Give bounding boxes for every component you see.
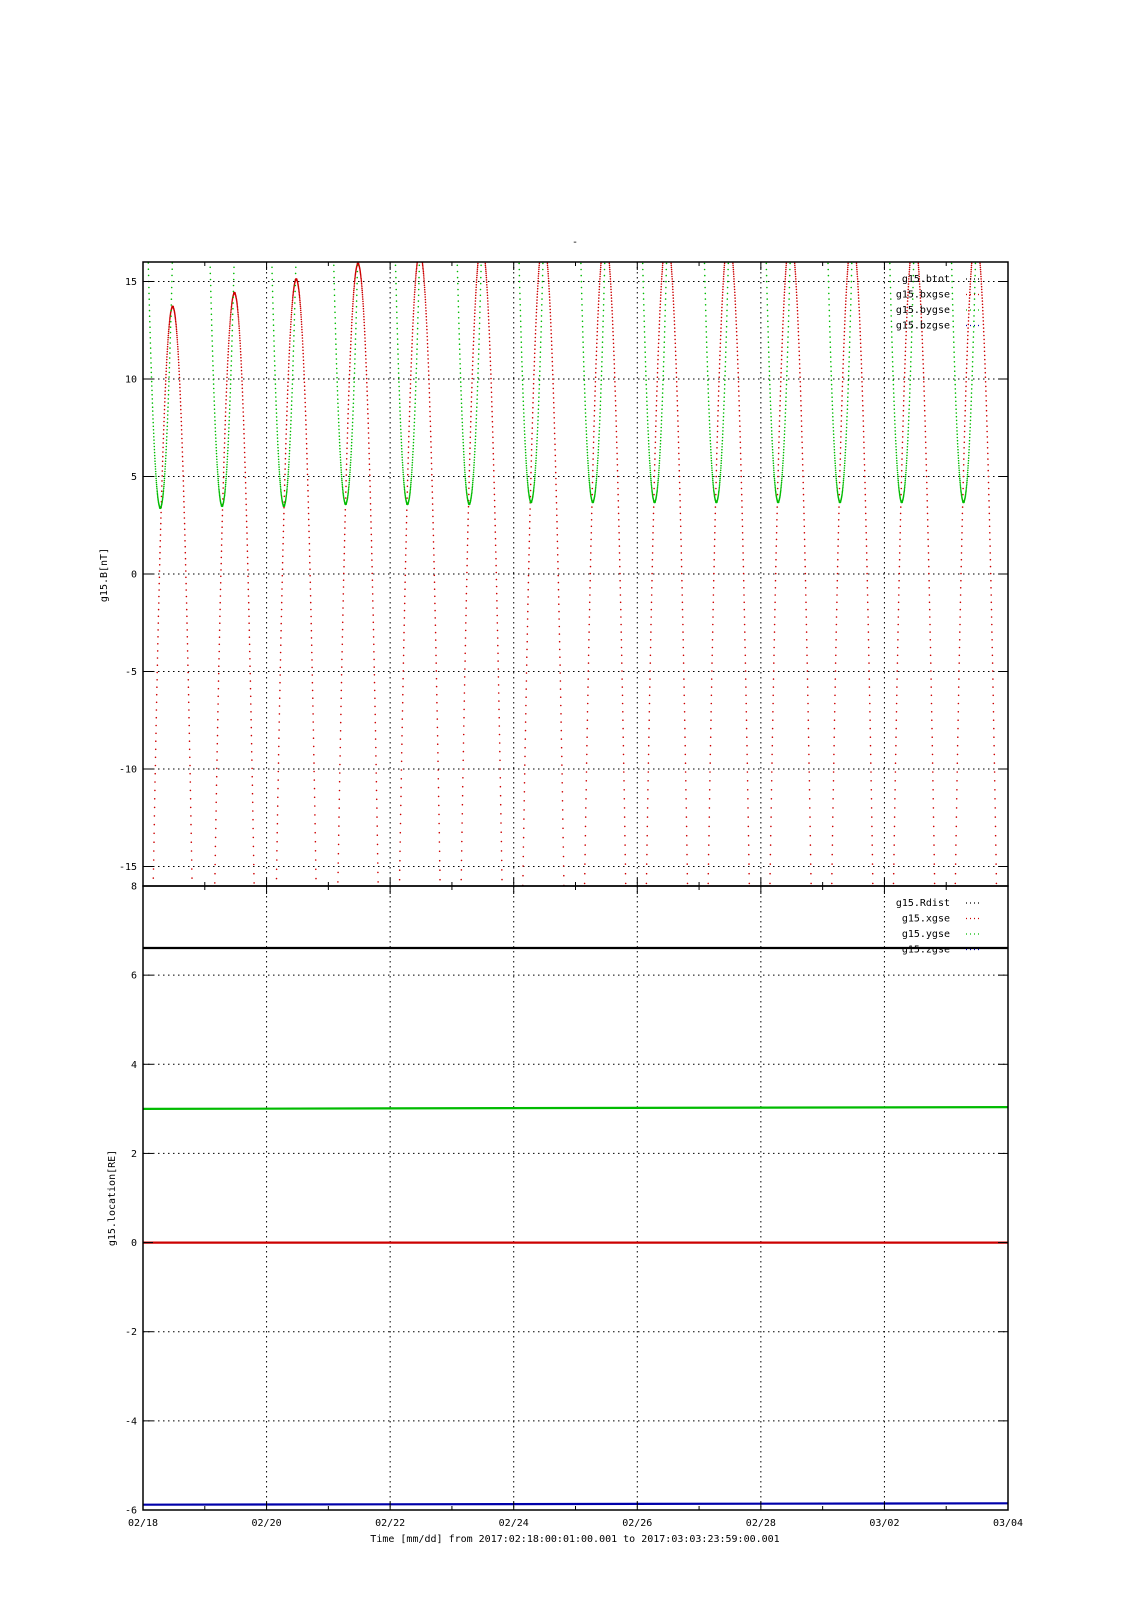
bottom-ytick-label: 0 <box>130 1238 137 1250</box>
bottom-legend <box>896 898 980 956</box>
top-ylabel: g15.B[nT] <box>99 547 110 603</box>
figure-title: - <box>571 237 579 248</box>
top-ytick-label: -15 <box>118 862 137 873</box>
bottom-legend-label: g15.xgse <box>901 913 950 925</box>
bottom-legend-label: g15.zgse <box>901 944 950 956</box>
x-tick-label: 03/04 <box>992 1518 1024 1529</box>
top-ytick-label: -5 <box>124 667 137 678</box>
top-ytick-label: 15 <box>124 277 137 288</box>
bygse-minimum-point <box>777 500 780 503</box>
top-legend-label: g15.bzgse <box>895 320 950 332</box>
x-tick-label: 02/28 <box>745 1518 776 1529</box>
series-zgse <box>143 1503 1008 1504</box>
bottom-legend-label: g15.ygse <box>901 929 950 940</box>
top-grid <box>143 262 1008 886</box>
x-tick-label: 02/20 <box>251 1518 282 1529</box>
bygse-minimum-point <box>530 500 533 503</box>
bygse-minimum-point <box>282 504 285 507</box>
x-tick-label: 03/02 <box>869 1518 900 1529</box>
bottom-ytick-label: -4 <box>124 1416 137 1428</box>
bygse-minimum-point <box>839 500 842 503</box>
bottom-ytick-label: 6 <box>130 970 137 982</box>
bxgse-peak-point <box>233 292 236 295</box>
top-legend-label: g15.bxgse <box>895 289 950 301</box>
bxgse-peak-point <box>357 263 360 266</box>
bottom-ticks <box>125 882 1008 1517</box>
panel-location <box>107 882 1008 1517</box>
bxgse-peak-point <box>295 278 298 281</box>
x-tick-label: 02/18 <box>127 1518 159 1529</box>
bottom-ytick-label: -2 <box>124 1327 137 1339</box>
series-ygse <box>143 1107 1008 1109</box>
top-legend <box>896 274 980 332</box>
bygse-minimum-point <box>591 500 594 503</box>
bygse-minimum-point <box>715 500 718 503</box>
x-tick-labels <box>128 1518 1023 1529</box>
bottom-ytick-label: 4 <box>130 1059 137 1071</box>
panel-magnetic-field <box>99 0 1008 1351</box>
bxgse-peak-point <box>171 305 174 308</box>
bygse-minimum-point <box>962 500 965 503</box>
bottom-plot-frame <box>143 886 1008 1510</box>
top-ytick-label: 10 <box>124 374 137 386</box>
bygse-minimum-point <box>468 502 471 505</box>
bygse-minimum-point <box>653 500 656 503</box>
series-bygse <box>143 0 984 508</box>
top-ytick-label: 5 <box>130 472 137 483</box>
top-series <box>143 0 1003 1351</box>
top-legend-label: g15.bygse <box>895 305 950 316</box>
x-axis-label: Time [mm/dd] from 2017:02:18:00:01:00.001 to 2017:03:03:23:59:00.001 <box>370 1534 780 1545</box>
bygse-minimum-point <box>344 502 347 505</box>
top-ytick-label: -10 <box>118 764 137 776</box>
bottom-ytick-label: 2 <box>130 1148 137 1160</box>
bottom-grid <box>143 886 1008 1510</box>
series-bxgse <box>147 237 1003 1351</box>
bottom-legend-label: g15.Rdist <box>895 898 950 909</box>
bygse-minimum-point <box>900 500 903 503</box>
bottom-ytick-label: -6 <box>124 1505 137 1517</box>
bygse-minimum-point <box>221 504 224 507</box>
bygse-minimum-point <box>406 502 409 505</box>
bottom-ytick-label: 8 <box>130 881 137 893</box>
top-ytick-label: 0 <box>130 569 137 581</box>
x-tick-label: 02/22 <box>375 1518 406 1529</box>
top-legend-label: g15.btot <box>901 274 950 285</box>
bygse-minimum-point <box>159 506 162 509</box>
x-tick-label: 02/26 <box>622 1518 653 1529</box>
bottom-ylabel: g15.location[RE] <box>107 1149 118 1247</box>
x-tick-label: 02/24 <box>498 1518 529 1529</box>
